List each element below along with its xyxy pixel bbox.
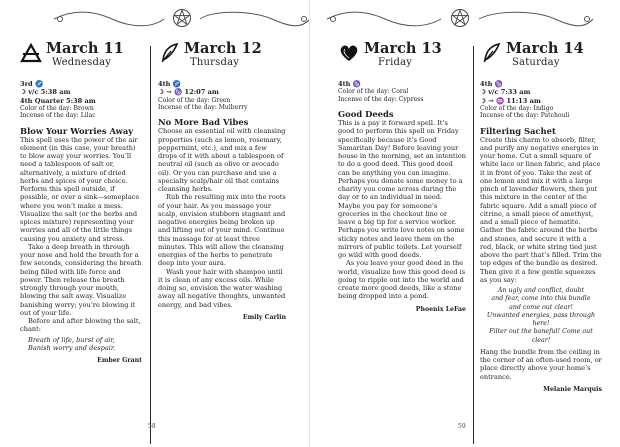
chant-verse [20,336,142,353]
verse-line: Unwanted energies, pass through here! [486,311,596,328]
spell-paragraph: Choose an essential oil with cleansing properties (such as lemon, rosemary, peppermint, etc.), and mix a few drops of it with about a tablespoon of neutral oil (such as olive or avocado oil). Or you can purchase and use a specialty scalp/hair oil that contains cleansing herbs. [158,127,286,194]
incense-of-day: Incense of the day: Mulberry [158,103,248,111]
entry-weekday: Thursday [190,57,240,68]
verse-line: Filter out the baneful! Come out clear! [489,328,593,344]
spell-paragraph: Take a deep breath in through your nose and hold the breath for a few seconds, considering the breath being filled with life force and power. Then release the breath strongly through your mouth, blowing the salt away. Visualize banishing worry; you’re blowing it out of your life. [20,242,142,317]
spell-paragraph: This spell uses the power of the air element (in this case, your breath) to blow away your worries. You’ll need a tablespoon of salt or, alternatively, a mixture of dried herbs and spices of your choice. Perform this spell outside, if possible, or over a sink—someplace where you won’t make a mess. Visualize the salt (or the herbs and spices mixture) representing your worries and all of the little things causing you anxiety and stress. [20,135,140,243]
entry-date: March 12 [184,40,262,57]
heart-icon [338,42,360,64]
moon-phase: 4th ♐ [158,80,181,88]
moon-phase: 3rd ♐ [20,80,44,88]
quill-feather-icon [158,42,180,64]
column-rule [473,46,474,444]
entry-march-11 [20,40,142,365]
moon-sign-change: ☽ → ♒ 11:13 am [480,96,541,105]
entry-march-13 [338,40,466,314]
entry-weekday: Wednesday [52,57,112,68]
moon-void: ☽ v/c 5:38 am [20,88,71,97]
spell-title: No More Bad Vibes [158,117,249,128]
spell-paragraph: Wash your hair with shampoo until it is clean of any excess oils. While doing so, envision the water washing away all negative thoughts, unwanted energy, and bad vibes. [158,267,286,309]
verse-line: Breath of life, burst of air, [28,335,115,344]
spell-title: Good Deeds [338,109,394,120]
spell-paragraph: Before and after blowing the salt, chant: [20,317,141,334]
color-of-day: Color of the day: Indigo [480,104,554,112]
verse-line: Banish worry and despair. [28,343,116,352]
quill-feather-icon [480,42,502,64]
author-name: Melanie Marquis [543,385,602,393]
incense-of-day: Incense of the day: Patchouli [480,112,570,120]
spell-paragraph: This is a pay it forward spell. It’s good to perform this spell on Friday specifically because it’s Good Samaritan Day! Before leaving your house in the morning, set an intention to do a good deed. This good deed can be anything you can imagine. Perhaps you donate some money to a charity you come across during the day or to an individual in need. Maybe you pay for someone’s groceries in the checkout line or leave a big tip for a service worker. Perhaps you write love notes on some sticky notes and leave them on the mirrors of public toilets. Let yourself go wild with good deeds. [338,119,467,260]
color-of-day: Color of the day: Coral [338,88,409,96]
entry-weekday: Saturday [512,57,560,68]
author-name: Phoenix LeFae [415,305,466,313]
color-of-day: Color of the day: Green [158,96,231,104]
spell-paragraph: Hang the bundle from the ceiling in the corner of an often-used room, or place directly above your home’s entrance. [480,347,602,381]
column-rule [150,46,151,444]
incense-of-day: Incense of the day: Cypress [338,95,424,103]
author-name: Emily Carlin [242,313,286,321]
spell-title: Blow Your Worries Away [20,125,134,136]
entry-march-12 [158,40,286,322]
color-of-day: Color of the day: Brown [20,104,94,112]
page-number: 58 [148,423,156,430]
author-name: Ember Grant [97,357,142,365]
moon-phase: 4th ♑ [480,80,503,88]
pentacle-icon [450,8,470,28]
verse-line: An ugly and conflict, doubt [497,287,585,295]
entry-march-14 [480,40,602,394]
pentacle-icon [172,8,192,28]
moon-sign-change: ☽ → ♑ 12:07 am [158,88,219,97]
entry-weekday: Friday [378,57,413,68]
page-number: 59 [458,423,466,430]
moon-void: ☽ v/c 7:33 am [480,88,531,97]
right-page [310,0,620,447]
air-triangle-icon [20,42,42,64]
entry-date: March 14 [506,40,584,57]
spell-paragraph: Create this charm to absorb, filter, and purify any negative energies in your home. Cut a small square of white lace or linen fabric, and place it in front of you. Take the zest of one lemon and mix it with a large pinch of lavender flowers, then put this mixture in the center of the fabric square. Add a small piece of citrine, a small piece of amethyst, and a small piece of hematite. Gather the fabric around the herbs and stones, and secure it with a red, black, or white string tied just above the part that’s filled. Trim the top edges of the bundle as desired. Then give it a few gentle squeezes as you say: [480,135,602,284]
moon-quarter: 4th Quarter 5:38 am [20,96,96,105]
verse-line: and come out clear! [509,303,573,311]
spell-paragraph: As you leave your good deed in the world, visualize how this good deed is going to ripple out into the world and create more good deeds, like a stone being dropped into a pond. [338,259,466,301]
moon-phase: 4th ♑ [338,80,361,88]
spell-paragraph: Rub the resulting mix into the roots of your hair. As you massage your scalp, envision stubborn stagnant and negative energies being broken up and lifting out of your mind. Continue this massage for at least three minutes. This will allow the cleansing energies of the herbs to penetrate deep into your aura. [158,193,286,268]
entry-date: March 13 [364,40,442,57]
verse-line: and fear, come into this bundle [491,295,591,303]
spell-title: Filtering Sachet [480,125,556,136]
entry-date: March 11 [46,40,124,57]
incantation-verse [480,287,602,345]
incense-of-day: Incense of the day: Lilac [20,112,96,120]
